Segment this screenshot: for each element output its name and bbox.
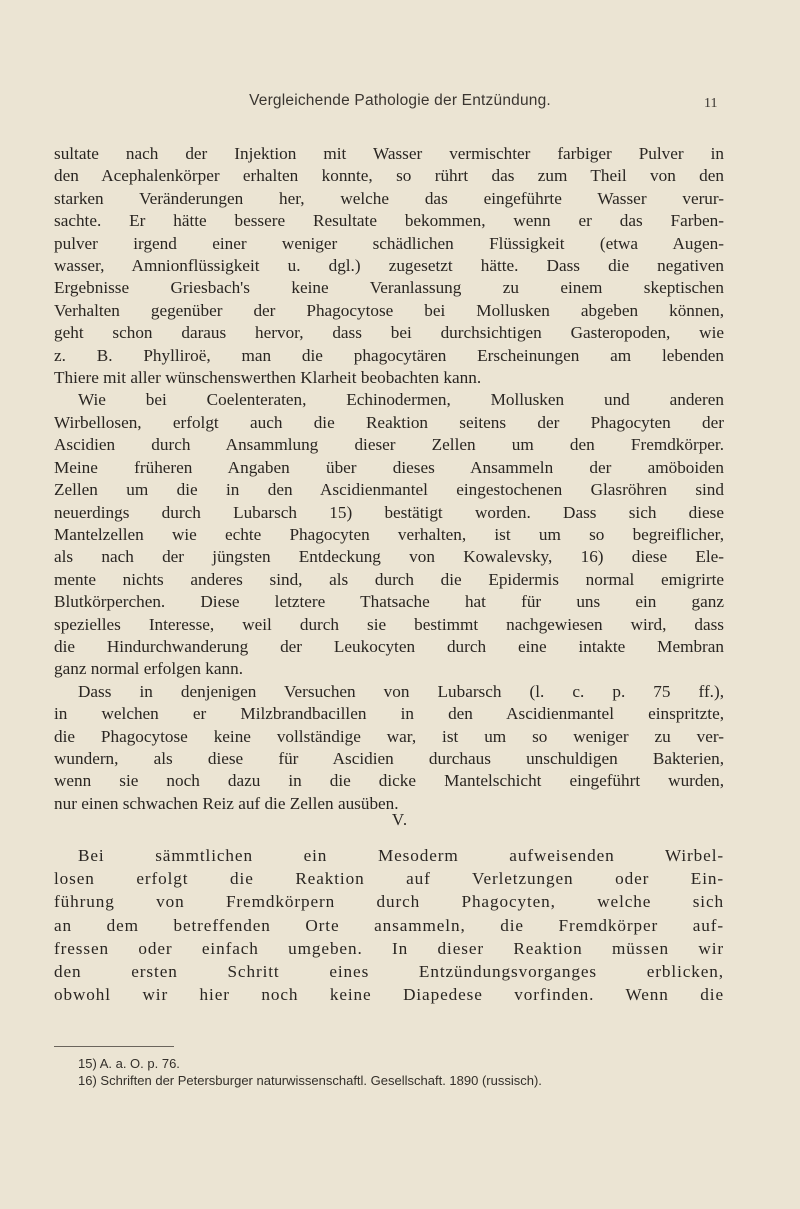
text-line: obwohl wir hier noch keine Diapedese vorfinden. Wenn die (54, 985, 724, 1005)
text-line: als nach der jüngsten Entdeckung von Kowalevsky, 16) diese Ele- (54, 547, 724, 567)
text-line: spezielles Interesse, weil durch sie bestimmt nachgewiesen wird, dass (54, 614, 724, 634)
text-line: die Phagocytose keine vollständige war, ist um so weniger zu ver- (54, 726, 724, 746)
footnote-16 (78, 1073, 718, 1090)
text-line: losen erfolgt die Reaktion auf Verletzungen oder Ein- (54, 869, 724, 889)
text-line: Verhalten gegenüber der Phagocytose bei Mollusken abgeben können, (54, 300, 724, 320)
main-text (54, 143, 724, 815)
text-line: Zellen um die in den Ascidienmantel eingestochenen Glasröhren sind (54, 480, 724, 500)
footnote-15 (78, 1056, 718, 1073)
text-line: sachte. Er hätte bessere Resultate bekommen, wenn er das Farben- (54, 211, 724, 231)
text-line: Thiere mit aller wünschenswerthen Klarheit beobachten kann. (54, 368, 482, 388)
text-line: Mantelzellen wie echte Phagocyten verhalten, ist um so begreiflicher, (54, 524, 724, 544)
text-line: nur einen schwachen Reiz auf die Zellen ausüben. (54, 793, 399, 813)
text-line: starken Veränderungen her, welche das eingeführte Wasser verur- (54, 188, 724, 208)
footnote-mark: 15) (78, 1056, 97, 1071)
text-line: Ascidien durch Ansammlung dieser Zellen um den Fremdkörper. (54, 435, 724, 455)
text-line: führung von Fremdkörpern durch Phagocyten, welche sich (54, 892, 724, 912)
section-text (54, 844, 724, 1006)
text-line: ganz normal erfolgen kann. (54, 659, 243, 679)
text-line: Bei sämmtlichen ein Mesoderm aufweisenden Wirbel- (78, 846, 724, 865)
footnotes (78, 1056, 718, 1089)
text-line: z. B. Phylliroë, man die phagocytären Erscheinungen am lebenden (54, 345, 724, 365)
text-line: neuerdings durch Lubarsch 15) bestätigt worden. Dass sich diese (54, 502, 724, 522)
text-line: Ergebnisse Griesbach's keine Veranlassung zu einem skeptischen (54, 278, 724, 298)
running-head: Vergleichende Pathologie der Entzündung. (249, 92, 551, 109)
text-line: sultate nach der Injektion mit Wasser vermischter farbiger Pulver in (54, 144, 724, 163)
text-line: pulver irgend einer weniger schädlichen Flüssigkeit (etwa Augen- (54, 233, 724, 253)
footnote-text: A. a. O. p. 76. (99, 1056, 180, 1071)
text-line: wundern, als diese für Ascidien durchaus unschuldigen Bakterien, (54, 748, 724, 768)
text-line: wasser, Amnionflüssigkeit u. dgl.) zugesetzt hätte. Dass die negativen (54, 256, 724, 276)
footnote-divider (54, 1046, 174, 1047)
text-line: fressen oder einfach umgeben. In dieser Reaktion müssen wir (54, 938, 724, 958)
text-line: in welchen er Milzbrandbacillen in den Ascidienmantel einspritzte, (54, 704, 724, 724)
text-line: Wirbellosen, erfolgt auch die Reaktion seitens der Phagocyten der (54, 412, 724, 432)
text-line: Meine früheren Angaben über dieses Ansammeln der amöboiden (54, 457, 724, 477)
page-number: 11 (704, 96, 718, 111)
text-line: die Hindurchwanderung der Leukocyten durch eine intakte Membran (54, 636, 724, 656)
text-line: Dass in denjenigen Versuchen von Lubarsch (l. c. p. 75 ff.), (78, 681, 724, 701)
footnote-text: Schriften der Petersburger naturwissenschaftl. Gesellschaft. 1890 (russisch). (100, 1072, 542, 1088)
text-line: mente nichts anderes sind, als durch die Epidermis normal emigrirte (54, 569, 724, 589)
text-line: den ersten Schritt eines Entzündungsvorganges erblicken, (54, 962, 724, 982)
text-line: Wie bei Coelenteraten, Echinodermen, Mollusken und anderen (78, 390, 724, 410)
footnote-mark: 16) (78, 1072, 97, 1088)
section-heading: V. (391, 810, 409, 829)
text-line: Blutkörperchen. Diese letztere Thatsache hat für uns ein ganz (54, 592, 724, 612)
text-line: wenn sie noch dazu in die dicke Mantelschicht eingeführt wurden, (54, 771, 724, 791)
text-line: geht schon daraus hervor, dass bei durchsichtigen Gasteropoden, wie (54, 323, 724, 343)
text-line: an dem betreffenden Orte ansammeln, die Fremdkörper auf- (54, 915, 724, 935)
text-line: den Acephalenkörper erhalten konnte, so rührt das zum Theil von den (54, 166, 724, 186)
